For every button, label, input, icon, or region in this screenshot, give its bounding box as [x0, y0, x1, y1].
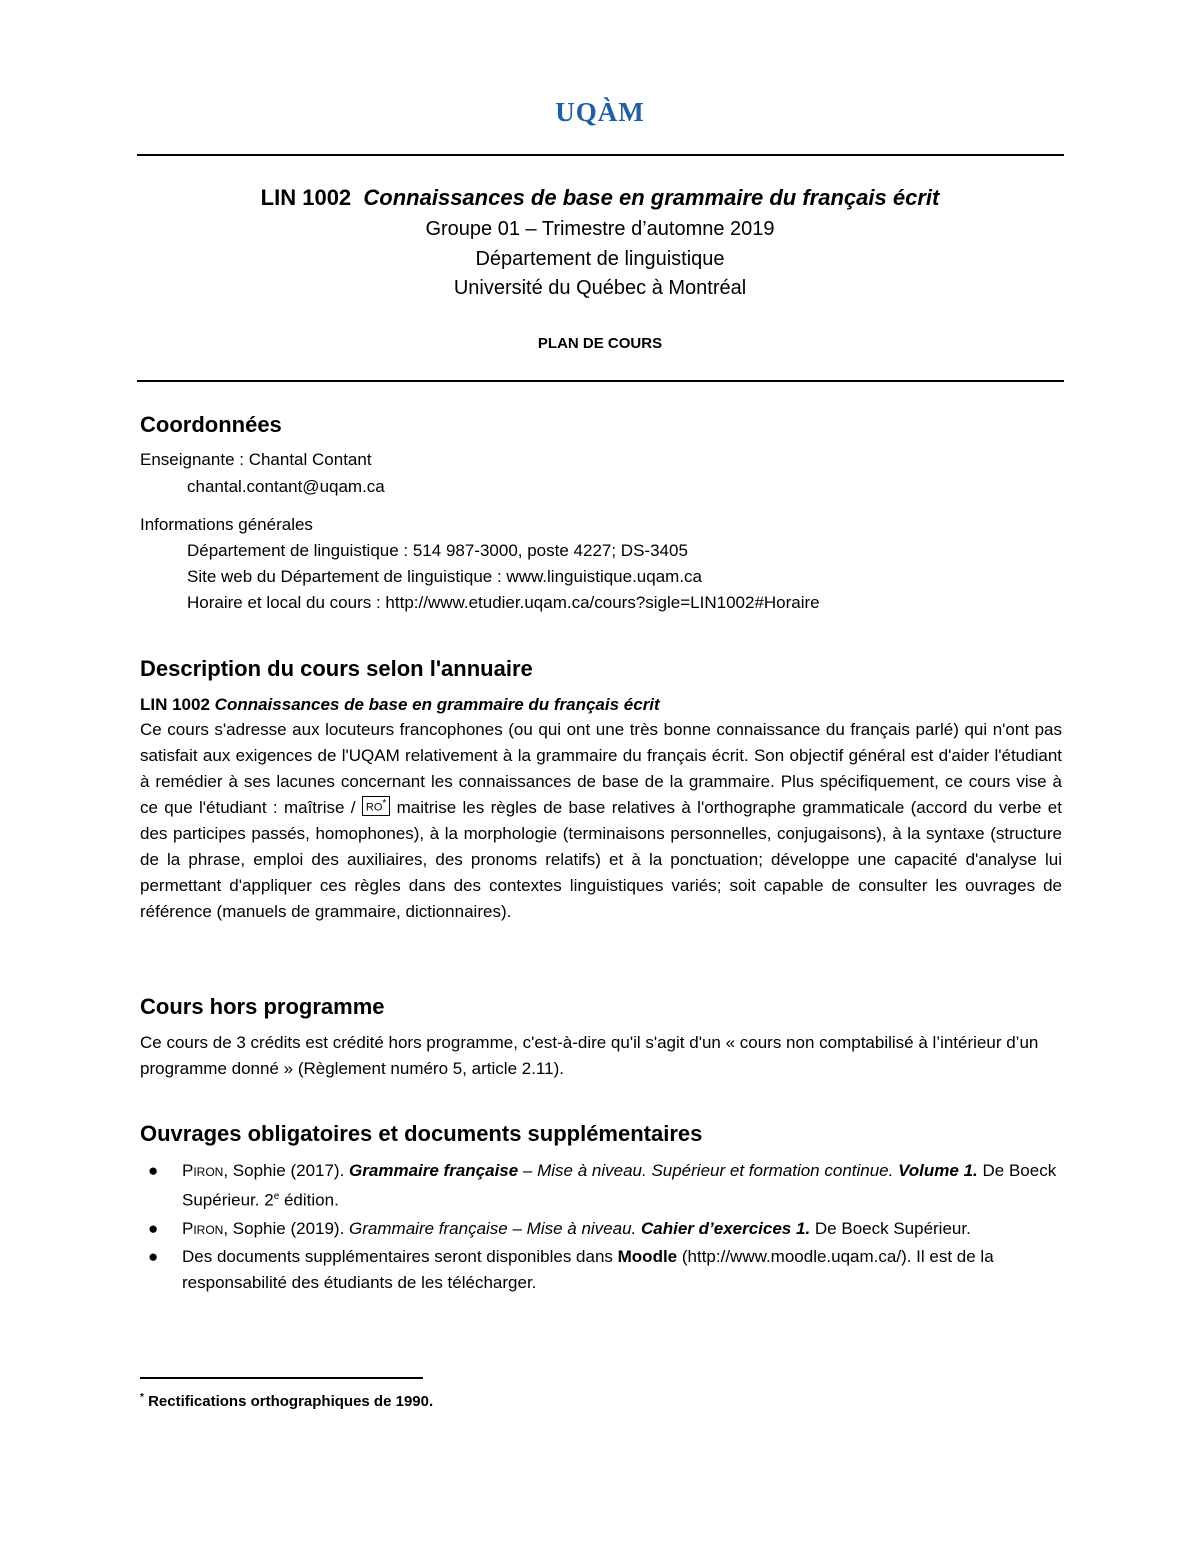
- ref1-first: , Sophie (2017).: [223, 1161, 350, 1180]
- teacher: Enseignante : Chantal Contant: [140, 450, 372, 469]
- description-text-part1: Ce cours s'adresse aux locuteurs francophones (ou qui ont une très bonne connaissance du français parlé) qui n'ont pas satisfait aux exigences de l'UQAM relativement à la grammaire du français écrit. Son objectif général est d'aider l'étudiant à remédier à ses lacunes concernant les connaissances de base de la grammaire. Plus spécifiquement, ce cours vise à ce que l'étudiant : maîtrise /: [140, 720, 1062, 817]
- ref2-author: Piron: [182, 1218, 224, 1238]
- ref2-rest: De Boeck Supérieur.: [810, 1218, 971, 1238]
- reference-item: [140, 1244, 1062, 1296]
- dept-website: Site web du Département de linguistique : www.linguistique.uqam.ca: [187, 567, 703, 586]
- course-name: Connaissances de base en grammaire du français écrit: [363, 185, 940, 210]
- bullet-icon: ●: [148, 1246, 159, 1266]
- group-term: Groupe 01 – Trimestre d’automne 2019: [425, 218, 775, 240]
- course-schedule: Horaire et local du cours : http://www.etudier.uqam.ca/cours?sigle=LIN1002#Horaire: [187, 593, 820, 612]
- section-heading-coordonnees: Coordonnées: [140, 412, 282, 437]
- ro-box: [362, 796, 390, 816]
- section-heading-ouvrages: Ouvrages obligatoires et documents supplémentaires: [140, 1121, 703, 1146]
- ref1-volume: Volume 1.: [898, 1161, 978, 1180]
- footnote-mark: *: [140, 1392, 144, 1403]
- ref1-rest: De Boeck Supérieur. 2: [182, 1161, 1057, 1210]
- hors-programme-text: Ce cours de 3 crédits est crédité hors programme, c'est-à-dire qu'il s'agit d'un « cours non comptabilisé à l’intérieur d’un programme donné » (Règlement numéro 5, article 2.11).: [140, 1033, 1039, 1078]
- ref3-moodle: Moodle: [617, 1246, 678, 1266]
- ref1-title: Grammaire française: [349, 1161, 519, 1180]
- bullet-icon: ●: [148, 1218, 159, 1238]
- ref1-end: édition.: [279, 1190, 339, 1210]
- description-course-title: Connaissances de base en grammaire du français écrit: [214, 695, 660, 714]
- ref2-bold: Cahier d’exercices 1.: [641, 1218, 811, 1238]
- ref3-a: Des documents supplémentaires seront disponibles dans: [182, 1246, 618, 1266]
- footnote: [140, 1392, 433, 1410]
- ref2-first: , Sophie (2019).: [223, 1218, 350, 1238]
- bullet-icon: ●: [148, 1161, 159, 1180]
- ref1-sup: e: [273, 1191, 280, 1202]
- ref3-b: (http://www.moodle.uqam.ca/). Il est de la responsabilité des étudiants de les télécharger.: [182, 1246, 994, 1292]
- description-course-line: [140, 692, 660, 718]
- ref1-subtitle: – Mise à niveau. Supérieur et formation continue.: [518, 1161, 894, 1180]
- dept-phone: Département de linguistique : 514 987-3000, poste 4227; DS-3405: [187, 541, 688, 560]
- description-text: [140, 717, 1062, 925]
- plan-de-cours: PLAN DE COURS: [537, 335, 663, 352]
- section-heading-description: Description du cours selon l'annuaire: [140, 656, 533, 681]
- course-title: [0, 185, 1200, 211]
- course-code: LIN 1002: [260, 185, 352, 210]
- reference-item: [140, 1158, 1062, 1214]
- ro-label: RO: [365, 802, 383, 814]
- top-rule: [137, 154, 1064, 156]
- uqam-logo: UQÀM: [555, 97, 645, 127]
- section-heading-hors-programme: Cours hors programme: [140, 994, 385, 1019]
- general-info-label: Informations générales: [140, 515, 313, 534]
- teacher-email: chantal.contant@uqam.ca: [187, 477, 385, 496]
- header-bottom-rule: [137, 380, 1064, 382]
- ref1-author: Piron: [182, 1161, 224, 1180]
- ref2-title: Grammaire française – Mise à niveau.: [349, 1218, 641, 1238]
- footnote-rule: [140, 1377, 423, 1379]
- references-list: [140, 1158, 1062, 1298]
- university: Université du Québec à Montréal: [453, 277, 747, 299]
- reference-item: [140, 1216, 1062, 1242]
- description-text-part2: maitrise les règles de base relatives à l'orthographe grammaticale (accord du verbe et des participes passés, homophones), à la morphologie (terminaisons personnelles, conjugaisons), à la syntaxe (structure de la phrase, emploi des auxiliaires, des pronoms relatifs) et à la ponctuation; développe une capacité d'analyse lui permettant d'appliquer ces règles dans des contextes linguistiques variés; soit capable de consulter les ouvrages de référence (manuels de grammaire, dictionnaires).: [140, 798, 1062, 921]
- description-course-code: LIN 1002: [140, 695, 210, 714]
- footnote-text: Rectifications orthographiques de 1990.: [148, 1393, 434, 1410]
- department: Département de linguistique: [475, 248, 725, 270]
- ro-footnote-mark: *: [382, 798, 387, 810]
